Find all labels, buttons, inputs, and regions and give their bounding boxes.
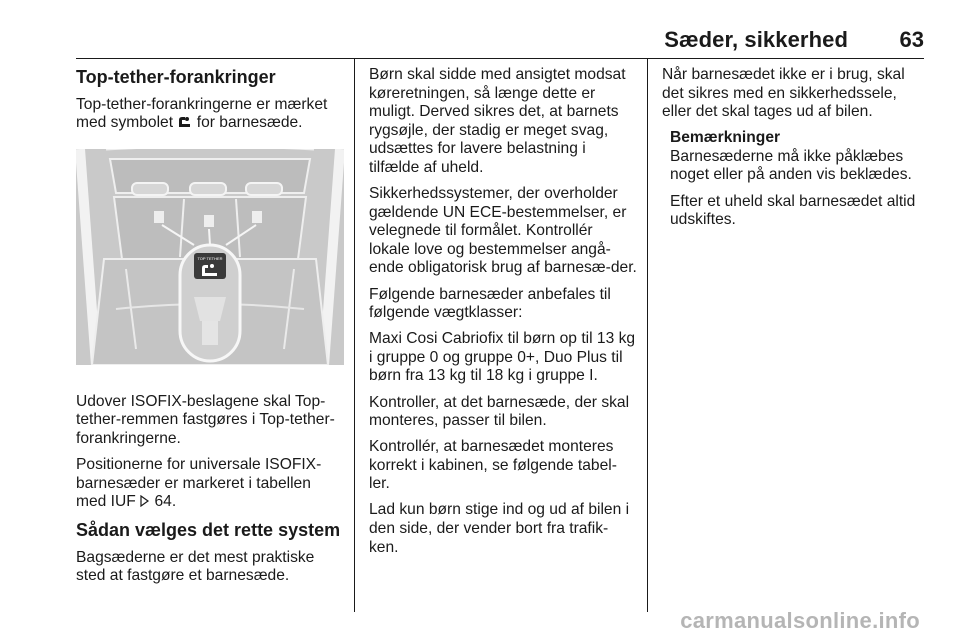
paragraph-safety-systems: Sikkerhedssystemer, der overholder gældende UN ECE-bestemmelser, er velegnede til formålet. Kontrollér lokale love og bestemmelser angå-ende obligatorisk brug af barnesæ-der. bbox=[369, 185, 637, 277]
section-heading-top-tether: Top-tether-forankringer bbox=[76, 67, 276, 87]
header-title: Sæder, sikkerhed bbox=[664, 27, 848, 52]
paragraph-top-tether-symbol bbox=[76, 96, 344, 133]
paragraph-isofix-tether: Udover ISOFIX-beslagene skal Top-tether-remmen fastgøres i Top-tether-forankringerne. bbox=[76, 392, 335, 447]
note-paragraph-replace-after-accident: Efter et uheld skal barnesædet altid udskiftes. bbox=[670, 192, 916, 229]
column-2 bbox=[369, 66, 637, 565]
column-1 bbox=[76, 66, 344, 593]
top-tether-anchor-illustration bbox=[76, 149, 344, 365]
column-3 bbox=[662, 66, 930, 237]
paragraph-rear-seats: Bagsæderne er det mest praktiske sted at fastgøre et barnesæde. bbox=[76, 548, 315, 585]
note-paragraph-no-covering: Barnesæderne må ikke påklæbes noget eller på anden vis beklædes. bbox=[670, 147, 912, 184]
paragraph-seat-models: Maxi Cosi Cabriofix til børn op til 13 kg i gruppe 0 og gruppe 0+, Duo Plus til børn fra 13 kg til 18 kg i gruppe I. bbox=[369, 330, 636, 385]
cargo-area-drawing bbox=[76, 149, 344, 365]
page-reference-arrow-icon bbox=[140, 494, 150, 506]
paragraph-text: Top-tether-forankringerne er mærket med symbolet bbox=[76, 95, 328, 132]
page-number: 63 bbox=[899, 27, 924, 52]
header-rule bbox=[76, 58, 924, 59]
paragraph-exit-side: Lad kun børn stige ind og ud af bilen i den side, der vender bort fra trafik-ken. bbox=[369, 501, 630, 556]
paragraph-text: Positionerne for universale ISOFIX-barnesæder er markeret i tabellen med IUF bbox=[76, 455, 322, 511]
paragraph-check-fit: Kontroller, at det barnesæde, der skal monteres, passer til bilen. bbox=[369, 393, 630, 430]
paragraph-recommended-seats: Følgende barnesæder anbefales til følgende vægtklasser: bbox=[369, 285, 611, 322]
column-divider-left bbox=[354, 58, 355, 612]
note-heading: Bemærkninger bbox=[670, 129, 781, 147]
paragraph-universal-positions bbox=[76, 456, 344, 512]
watermark-text: carmanualsonline.info bbox=[680, 608, 920, 633]
page-reference-link[interactable]: 64. bbox=[154, 493, 177, 511]
paragraph-check-mounting: Kontrollér, at barnesædet monteres korrekt i kabinen, se følgende tabel-ler. bbox=[369, 438, 617, 493]
paragraph-rear-facing: Børn skal sidde med ansigtet modsat køreretningen, så længe dette er muligt. Derved sikres det, at barnets rygsøjle, der stadig er meget svag, udsættes for lavere belastning i tilfælde af uheld. bbox=[369, 66, 626, 176]
top-tether-tag-text: TOP TETHER bbox=[197, 255, 223, 261]
paragraph-unused-seat: Når barnesædet ikke er i brug, skal det sikres med en sikkerhedssele, eller det skal tages ud af bilen. bbox=[662, 66, 905, 121]
column-divider-right bbox=[647, 58, 648, 612]
paragraph-text: for barnesæde. bbox=[196, 114, 303, 132]
top-tether-symbol-icon bbox=[177, 115, 192, 128]
section-heading-choose-system: Sådan vælges det rette system bbox=[76, 520, 341, 541]
